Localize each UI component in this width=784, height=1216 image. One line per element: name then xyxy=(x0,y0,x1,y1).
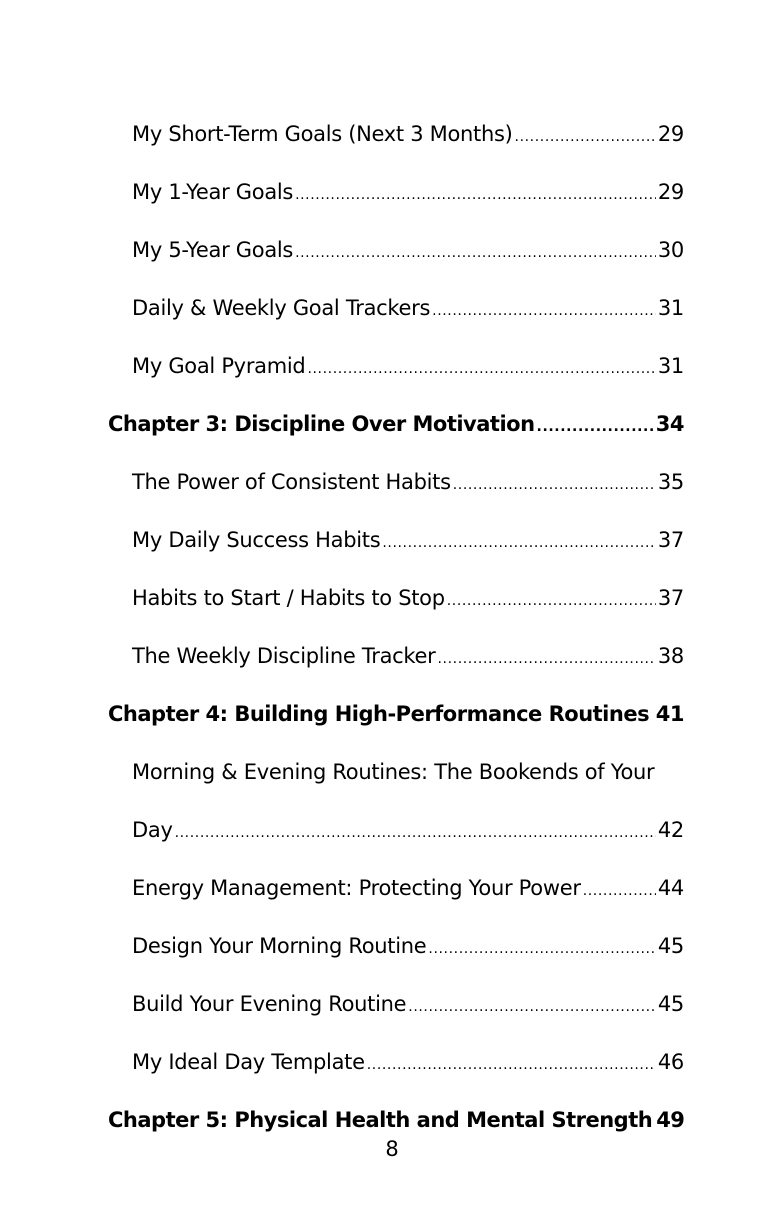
toc-entry[interactable] xyxy=(108,462,684,520)
toc-entry-title: Habits to Start / Habits to Stop xyxy=(132,586,445,610)
toc-entry[interactable] xyxy=(108,520,684,578)
toc-entry-page: 37 xyxy=(657,528,684,552)
page-number: 8 xyxy=(385,1137,399,1161)
dot-leader xyxy=(537,407,654,447)
dot-leader xyxy=(295,233,656,273)
toc-entry[interactable] xyxy=(108,114,684,172)
toc-entry[interactable] xyxy=(108,868,684,926)
dot-leader xyxy=(307,349,655,389)
dot-leader xyxy=(432,291,656,331)
dot-leader xyxy=(382,523,656,563)
toc-entry-title: Chapter 3: Discipline Over Motivation xyxy=(108,412,535,436)
dot-leader xyxy=(447,581,656,621)
toc-entry[interactable] xyxy=(108,230,684,288)
toc-entry-page: 42 xyxy=(657,818,684,842)
toc-entry-title: My Short-Term Goals (Next 3 Months) xyxy=(132,122,513,146)
toc-entry-title: Morning & Evening Routines: The Bookends of Your xyxy=(132,760,655,784)
dot-leader xyxy=(408,987,656,1027)
toc-entry-page: 45 xyxy=(657,934,684,958)
toc-entry[interactable] xyxy=(108,1042,684,1100)
toc-entry[interactable] xyxy=(108,346,684,404)
toc-entry-title: My Ideal Day Template xyxy=(132,1050,365,1074)
toc-entry-page: 35 xyxy=(657,470,684,494)
dot-leader xyxy=(438,639,656,679)
dot-leader xyxy=(295,175,656,215)
toc-entry-title: The Weekly Discipline Tracker xyxy=(132,644,436,668)
toc-entry-page: 29 xyxy=(657,122,684,146)
toc-chapter-entry[interactable] xyxy=(108,694,684,752)
dot-leader xyxy=(515,117,656,157)
toc-entry-page: 45 xyxy=(657,992,684,1016)
toc-entry-page: 34 xyxy=(655,412,684,436)
dot-leader xyxy=(175,813,656,853)
dot-leader xyxy=(428,929,655,969)
toc-entry-page: 38 xyxy=(657,644,684,668)
toc-entry[interactable] xyxy=(108,984,684,1042)
toc-entry[interactable] xyxy=(108,636,684,694)
toc-entry-page: 31 xyxy=(657,354,684,378)
table-of-contents xyxy=(108,114,684,1158)
toc-entry-title: My 1-Year Goals xyxy=(132,180,294,204)
toc-entry-title: My Goal Pyramid xyxy=(132,354,306,378)
toc-entry-title: The Power of Consistent Habits xyxy=(132,470,451,494)
toc-entry-title: Build Your Evening Routine xyxy=(132,992,407,1016)
toc-chapter-entry[interactable] xyxy=(108,404,684,462)
toc-entry-title: Daily & Weekly Goal Trackers xyxy=(132,296,431,320)
toc-entry-page: 49 xyxy=(656,1108,685,1132)
toc-entry[interactable] xyxy=(108,752,684,868)
toc-entry-title: Chapter 4: Building High-Performance Routines xyxy=(108,702,650,726)
toc-entry-title: Chapter 5: Physical Health and Mental Strength xyxy=(108,1108,653,1132)
toc-entry[interactable] xyxy=(108,172,684,230)
toc-entry-title-continued: Day xyxy=(132,818,173,842)
toc-entry-page: 31 xyxy=(657,296,684,320)
toc-entry-page: 41 xyxy=(655,702,684,726)
dot-leader xyxy=(367,1045,656,1085)
toc-entry-page: 37 xyxy=(657,586,684,610)
toc-entry-title: Design Your Morning Routine xyxy=(132,934,427,958)
dot-leader xyxy=(583,871,656,911)
toc-entry[interactable] xyxy=(108,926,684,984)
toc-entry-page: 29 xyxy=(657,180,684,204)
dot-leader xyxy=(453,465,656,505)
toc-entry[interactable] xyxy=(108,288,684,346)
toc-entry-page: 46 xyxy=(657,1050,684,1074)
toc-entry-title: My Daily Success Habits xyxy=(132,528,381,552)
toc-entry-title: My 5-Year Goals xyxy=(132,238,294,262)
toc-entry[interactable] xyxy=(108,578,684,636)
toc-entry-page: 44 xyxy=(657,876,684,900)
toc-entry-title: Energy Management: Protecting Your Power xyxy=(132,876,581,900)
toc-entry-page: 30 xyxy=(657,238,684,262)
